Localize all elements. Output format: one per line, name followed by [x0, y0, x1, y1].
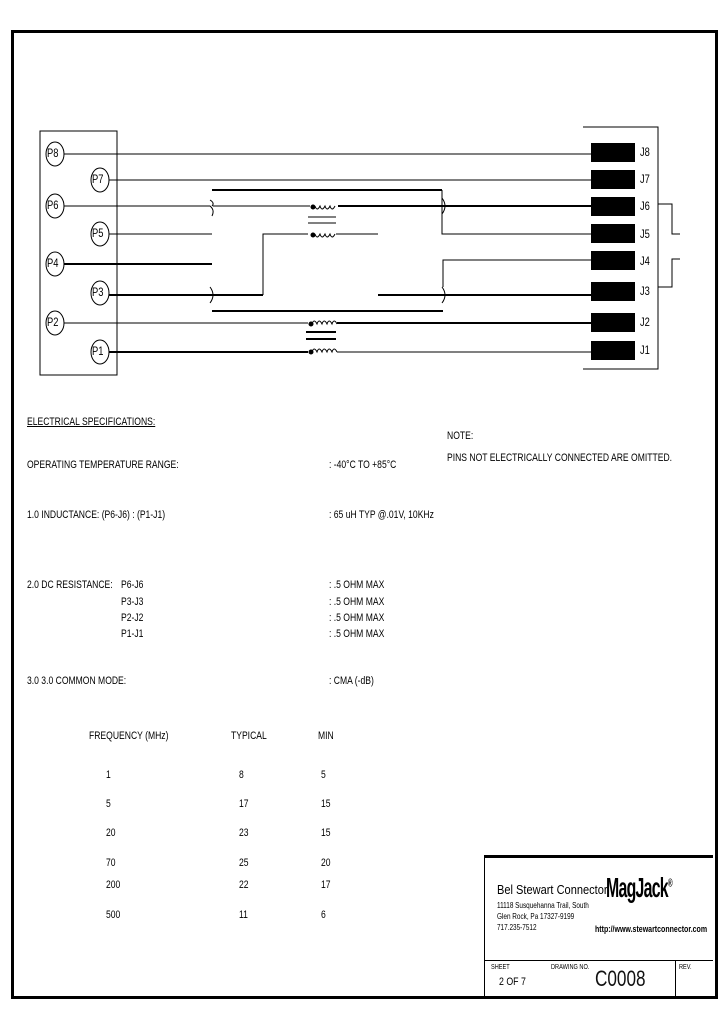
sheet-value: 2 OF 7	[499, 976, 526, 988]
temp-label: OPERATING TEMPERATURE RANGE:	[27, 459, 179, 471]
inductance-label: 1.0 INDUCTANCE: (P6-J6) : (P1-J1)	[27, 509, 166, 521]
common-mode-label: 3.0 3.0 COMMON MODE:	[27, 675, 127, 687]
table-cell: 20	[321, 857, 331, 869]
dc-resistance-pair: P1-J1	[121, 628, 144, 640]
note-text: PINS NOT ELECTRICALLY CONNECTED ARE OMITTED.	[447, 452, 673, 464]
transformer-1	[308, 205, 336, 237]
plug-pin-p6: P6	[47, 198, 59, 212]
jack-pin-j4: J4	[640, 254, 650, 268]
table-cell: 200	[106, 879, 121, 891]
company-address-1: 11118 Susquehanna Trail, South	[497, 901, 589, 910]
drawing-no-label: DRAWING NO.	[551, 964, 590, 971]
dc-resistance-pair: P3-J3	[121, 596, 144, 608]
plug-pin-p1: P1	[92, 344, 104, 358]
jack-pin-j5: J5	[640, 227, 650, 241]
dc-resistance-label: 2.0 DC RESISTANCE:	[27, 579, 113, 591]
rev-label: REV.	[679, 964, 692, 971]
company-name: Bel Stewart Connector	[497, 882, 608, 897]
title-block-divider	[485, 960, 713, 961]
table-cell: 1	[106, 769, 111, 781]
rev-divider	[675, 960, 676, 996]
drawing-number: C0008	[595, 966, 646, 991]
title-block	[484, 855, 713, 996]
dc-resistance-pair: P2-J2	[121, 612, 144, 624]
inductance-value: : 65 uH TYP @.01V, 10KHz	[329, 509, 434, 521]
plug-pin-p8: P8	[47, 146, 59, 160]
plug-pin-p4: P4	[47, 256, 59, 270]
plug-pin-p3: P3	[92, 285, 104, 299]
dc-resistance-value: : .5 OHM MAX	[329, 628, 385, 640]
table-cell: 15	[321, 827, 331, 839]
plug-pin-p5: P5	[92, 226, 104, 240]
registered-mark-icon: ®	[667, 876, 672, 890]
dc-resistance-pair: P6-J6	[121, 579, 144, 591]
jack-pin-j8: J8	[640, 145, 650, 159]
table-cell: 17	[321, 879, 331, 891]
dc-resistance-value: : .5 OHM MAX	[329, 596, 385, 608]
table-cell: 6	[321, 909, 326, 921]
table-cell: 70	[106, 857, 116, 869]
magjack-logo	[606, 872, 672, 905]
logo-text: MagJack	[606, 872, 668, 904]
specs-heading: ELECTRICAL SPECIFICATIONS:	[27, 416, 156, 428]
dc-resistance-value: : .5 OHM MAX	[329, 612, 385, 624]
table-cell: 22	[239, 879, 249, 891]
table-cell: 500	[106, 909, 121, 921]
table-cell: 15	[321, 798, 331, 810]
dc-resistance-value: : .5 OHM MAX	[329, 579, 385, 591]
jack-block	[583, 127, 658, 369]
table-cell: 11	[239, 909, 248, 921]
wiring-schematic	[0, 0, 720, 400]
table-cell: 5	[321, 769, 326, 781]
sheet-label: SHEET	[491, 964, 510, 971]
jack-pads	[591, 143, 635, 360]
company-address-2: Glen Rock, Pa 17327-9199	[497, 912, 575, 921]
jack-pin-j6: J6	[640, 199, 650, 213]
jack-pin-j7: J7	[640, 172, 650, 186]
plug-pin-p7: P7	[92, 172, 104, 186]
table-header-min: MIN	[318, 730, 334, 742]
transformer-2	[306, 321, 337, 354]
company-url: http://www.stewartconnector.com	[595, 924, 708, 934]
table-cell: 17	[239, 798, 249, 810]
plug-pin-p2: P2	[47, 315, 59, 329]
table-cell: 23	[239, 827, 249, 839]
company-phone: 717.235-7512	[497, 923, 537, 932]
jack-pin-j1: J1	[640, 343, 650, 357]
table-header-typical: TYPICAL	[231, 730, 267, 742]
table-cell: 8	[239, 769, 244, 781]
jack-pin-j2: J2	[640, 315, 650, 329]
jack-pin-j3: J3	[640, 284, 650, 298]
temp-value: : -40°C TO +85°C	[329, 459, 397, 471]
table-cell: 25	[239, 857, 249, 869]
common-mode-value: : CMA (-dB)	[329, 675, 374, 687]
note-title: NOTE:	[447, 430, 474, 442]
table-cell: 20	[106, 827, 116, 839]
table-header-frequency: FREQUENCY (MHz)	[89, 730, 169, 742]
table-cell: 5	[106, 798, 111, 810]
